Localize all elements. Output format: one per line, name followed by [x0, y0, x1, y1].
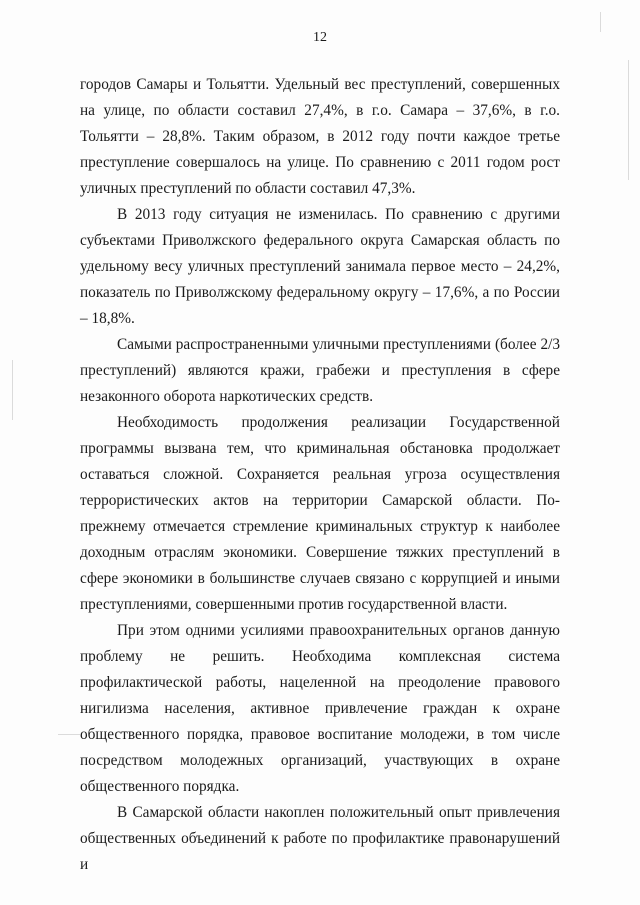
paragraph: городов Самары и Тольятти. Удельный вес преступлений, совершенных на улице, по области составил 27,4%, в г.о. Самара – 37,6%, в г.о. Тольятти – 28,8%. Таким образом, в 2012 году почти каждое третье преступление совершалось на улице. По сравнению с 2011 годом рост уличных преступлений по области составил 47,3%.	[80, 76, 560, 197]
paragraph: Необходимость продолжения реализации Государственной программы вызвана тем, что криминальная обстановка продолжает оставаться сложной. Сохраняется реальная угроза осуществления террористических актов на территории Самарской области. По-прежнему отмечается стремление криминальных структур к наиболее доходным отраслям экономики. Совершение тяжких преступлений в сфере экономики в большинстве случаев связано с коррупцией и иными преступлениями, совершенными против государственной власти.	[80, 414, 560, 613]
paragraph: В 2013 году ситуация не изменилась. По сравнению с другими субъектами Приволжского федерального округа Самарская область по удельному весу уличных преступлений занимала первое место – 24,2%, показатель по Приволжскому федеральному округу – 17,6%, а по России – 18,8%.	[80, 206, 560, 327]
page-number: 12	[313, 30, 327, 45]
paragraph: Самыми распространенными уличными преступлениями (более 2/3 преступлений) являются кражи, грабежи и преступления в сфере незаконного оборота наркотических средств.	[80, 336, 560, 405]
scan-artifact	[600, 12, 601, 32]
scan-artifact	[628, 60, 629, 180]
paragraph: При этом одними усилиями правоохранительных органов данную проблему не решить. Необходима комплексная система профилактической работы, нацеленной на преодоление правового нигилизма населения, активное привлечение граждан к охране общественного порядка, правовое воспитание молодежи, в том числе посредством молодежных организаций, участвующих в охране общественного порядка.	[80, 622, 560, 795]
scan-artifact	[58, 734, 80, 735]
paragraph: В Самарской области накоплен положительный опыт привлечения общественных объединений к работе по профилактике правонарушений и	[80, 804, 560, 873]
document-body	[80, 72, 560, 878]
scan-artifact	[12, 360, 13, 420]
